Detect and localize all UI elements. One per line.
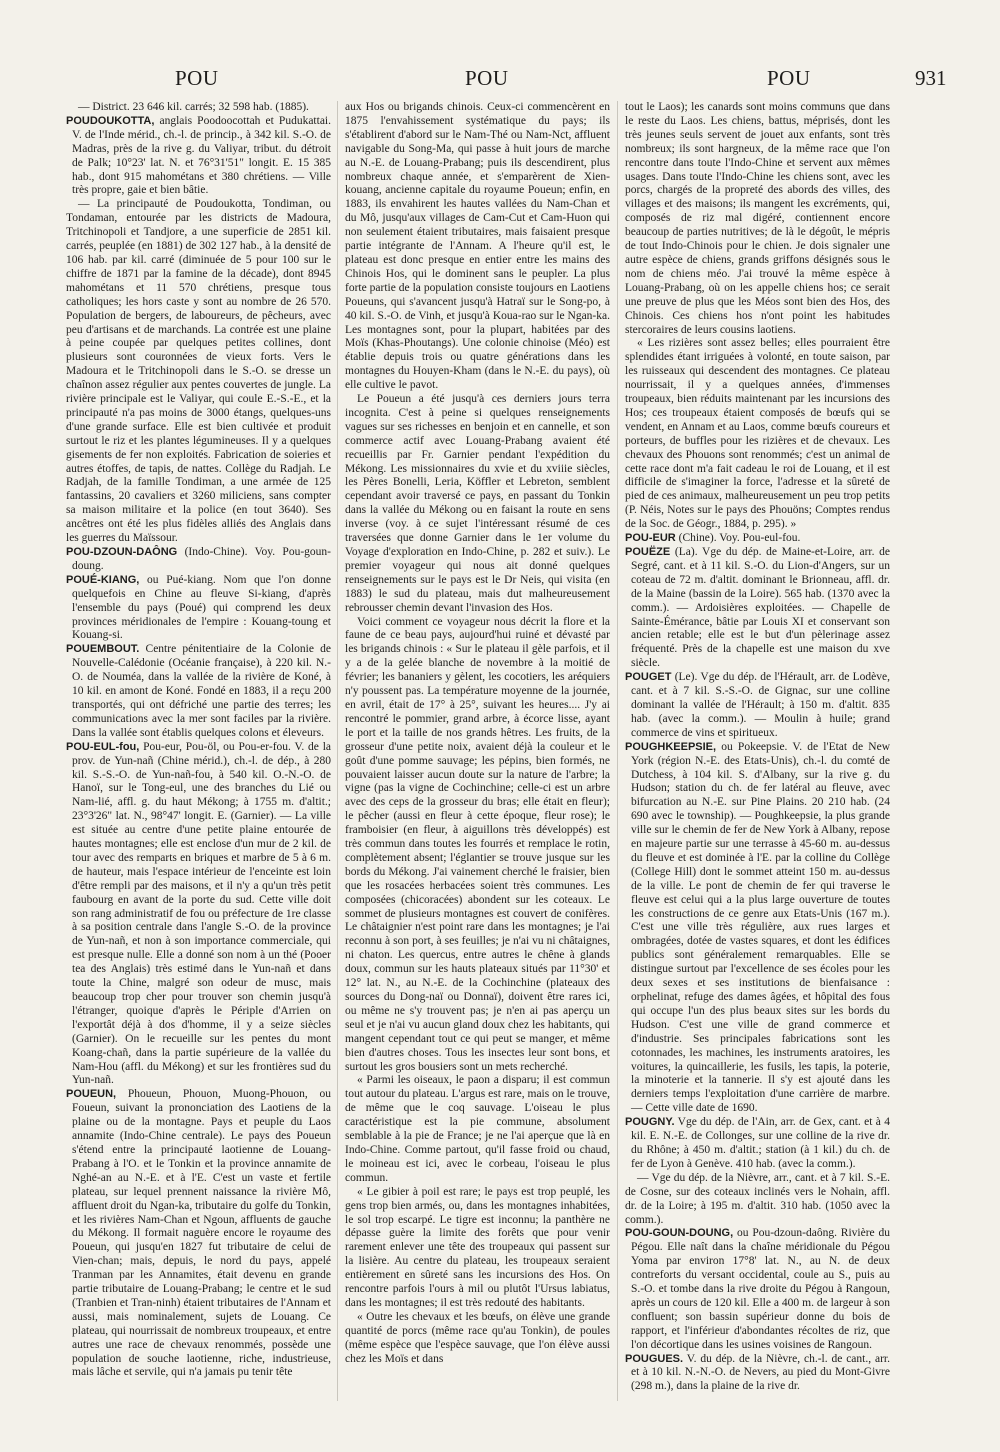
entry-text: Centre pénitentiaire de la Colonie de Nouvelle-Calédonie (Océanie française), à 220 kil. N.-O. de Nouméa, dans la vallée de la rivière de Koné, à 10 kil. en amont de Koné. Fondé en 1883, il a reçu 200 transportés, qui ont défriché une partie des terres; les communications avec la mer sont faciles par la rivière. Dans la vallée sont établis quelques colons et éleveurs. <box>72 643 331 739</box>
entry-text: (Le). Vge du dép. de l'Hérault, arr. de Lodève, cant. et à 7 kil. S.-S.-O. de Gignac, sur une colline dominant la vallée de l'Hérault; à 150 m. d'altit. 835 hab. (avec la comm.). — Moulin à huile; grand commerce de vins et spiritueux. <box>631 671 890 739</box>
entry-text: « Le gibier à poil est rare; le pays est trop peuplé, les gens trop bien armés, ou, dans les montagnes inhabitées, le sol trop escarpé. Le tigre est inconnu; la panthère ne dépasse guère la limite des forêts que pour venir rarement enlever une tête des troupeaux qui passent sur la lisière. Au centre du plateau, les troupeaux seraient entièrement en sûreté sans les incursions des Hos. On rencontre parfois l'ours à mil ou plutôt l'Ursus labiatus, dans les montagnes; il est très redouté des habitants. <box>345 1185 610 1309</box>
dictionary-entry <box>66 546 331 574</box>
dictionary-entry <box>625 532 890 546</box>
entry-text: ou Pou-dzoun-daông. Rivière du Pégou. Elle naît dans la chaîne méridionale du Pégou Yoma par environ 17°8' lat. N., au N. de deux contreforts du versant occidental, coule au S., puis au S.-O. et tombe dans la rive droite du Pégou à Rangoun, après un cours de 120 kil. Elle a 400 m. de largeur à son confluent; son bassin supérieur donne du bois de rapport, et l'inférieur d'abondantes récoltes de riz, que l'on décortique dans les usines voisines de Rangoun. <box>631 1227 890 1351</box>
entry-headword: POUEUN, <box>66 1088 117 1101</box>
dictionary-entry <box>66 741 331 1089</box>
paragraph <box>345 393 610 616</box>
dictionary-entry <box>625 1116 890 1172</box>
entry-headword: POUGUES. <box>625 1352 684 1365</box>
dictionary-entry <box>625 546 890 671</box>
entry-headword: POU-EUR <box>625 532 676 545</box>
dictionary-entry <box>66 643 331 740</box>
entry-headword: POU-DZOUN-DAÔNG <box>66 546 178 558</box>
paragraph <box>66 198 331 546</box>
text-column-3 <box>625 101 890 1401</box>
entry-text: (Chine). Voy. Pou-eul-fou. <box>675 532 801 545</box>
paragraph <box>625 101 890 337</box>
dictionary-entry <box>625 741 890 1116</box>
paragraph <box>345 1311 610 1367</box>
dictionary-entry <box>625 1227 890 1352</box>
dictionary-entry <box>625 671 890 741</box>
paragraph <box>345 1186 610 1311</box>
entry-text: aux Hos ou brigands chinois. Ceux-ci commencèrent en 1875 l'envahissement systématique du pays; ils s'établirent d'abord sur le Nam-Thé ou Nam-Nct, affluent navigable du Song-Ma, qui passe à huit jours de marche au N.-E. de Louang-Prabang; puis ils descendirent, plus nombreux chaque année, et s'emparèrent de Xien-kouang, ancienne capitale du royaume Poueun; enfin, en 1883, ils envahirent les hautes vallées du Nam-Chan et du Mô, jusqu'aux villages de Cam-Cut et Cam-Huon qui non seulement étaient tributaires, mais faisaient presque partie intégrante de l'Annam. A l'heure qu'il est, le plateau est donc presque en entier entre les mains des Chinois Hos, qui le dominent sans le peupler. La plus forte partie de la population consiste toujours en Laotiens Poueuns, qui s'avancent jusqu'à Hatraï sur le Song-po, à 40 kil. S.-O. de Vinh, et jusqu'à Koua-rao sur le Ngan-ka. Les montagnes sont, pour la plupart, habitées par des Moïs (Khas-Phoutangs). Une colonie chinoise (Méo) est établie depuis trois ou quatre générations dans les montagnes du Houyen-Kham (dans le N.-E. du pays), où elle cultive le pavot. <box>345 101 610 392</box>
paragraph <box>345 616 610 1075</box>
entry-text: ou Pué-kiang. Nom que l'on donne quelquefois en Chine au fleuve Si-kiang, d'après l'ensemble du pays (Poué) qui comprend les deux provinces méridionales de l'empire : Kouang-toung et Kouang-si. <box>72 573 331 642</box>
running-head-center: POU <box>465 66 509 90</box>
entry-headword: POUËZE <box>625 546 671 558</box>
entry-text: ou Pokeepsie. V. de l'Etat de New York (région N.-E. des Etats-Unis), ch.-l. du comté de Dutchess, à 104 kil. S. d'Albany, sur la rive g. du Hudson; station du ch. de fer latéral au fleuve, avec bifurcation au N.-E. sur Pine Plains. 20 210 hab. (24 690 avec le township). — Poughkeepsie, la plus grande ville sur le chemin de fer de New York à Albany, repose en majeure partie sur une terrasse à 45-60 m. au-dessus du fleuve et est dominée à l'E. par la colline du Collège (College Hill) dont le sommet atteint 150 m. au-dessus de la ville. Le pont de chemin de fer qui traverse le fleuve est celui qui a la plus large ouverture de toutes les constructions de ce genre aux Etats-Unis (167 m.). C'est une ville très régulière, aux rues larges et ombragées, dotée de vastes squares, et dont les édifices publics sont généralement remarquables. Elle se distingue surtout par l'excellence de ses écoles pour les deux sexes et ses institutions de bienfaisance : orphelinat, refuge des dames âgées, et hôpital des fous qui occupe l'un des plus beaux sites sur les bords du Hudson. C'est une ville de grand commerce et d'industrie. Ses principales fabrications sont les cotonnades, les machines, les instruments aratoires, les voitures, la quincaillerie, les fusils, les tapis, la poterie, la minoterie et la tannerie. Il s'y est ajouté dans les derniers temps l'exploitation d'une carrière de marbre. — Cette ville date de 1690. <box>631 740 890 1115</box>
dictionary-entry <box>66 115 331 198</box>
entry-text: — La principauté de Poudoukotta, Tondiman, ou Tondaman, entourée par les districts de Madoura, Tritchinopoli et Tandjore, a une superficie de 2851 kil. carrés, peuplée (en 1881) de 302 127 hab., à la densité de 106 hab. par kil. carré (diminuée de 5 pour 100 sur le chiffre de 1871 par la famine de la décade), dont 8945 mahométans et 11 570 chrétiens, presque tous catholiques; les hors caste y sont au nombre de 26 570. Population de bergers, de laboureurs, de pêcheurs, avec peu d'artisans et de marchands. La contrée est une plaine à peine coupée par quelques petites collines, dont plusieurs sont couronnées de vieux forts. Vers le Madoura et le Tritchinopoli dans le S.-O. se dresse un chaînon assez régulier aux pentes couvertes de jungle. La rivière principale est le Valiyar, qui coule E.-S.-E., et la principauté n'a pas moins de 3000 étangs, quelques-uns d'une grande surface. Elle est bien cultivée et produit surtout le riz et les plantes légumineuses. Il y a quelques gisements de fer non exploités. Fabrication de soieries et autres étoffes, de tapis, de nattes. Collège du Radjah. Le Radjah, de la famille Tondiman, a une armée de 125 fantassins, 20 cavaliers et 3260 miliciens, sans compter sa maison militaire et la police (en tout 3640). Ses ancêtres ont été les plus fidèles alliés des Anglais dans les guerres du Maïssour. <box>66 198 331 545</box>
entry-text: Voici comment ce voyageur nous décrit la flore et la faune de ce beau pays, aujourd'hui ruiné et dévasté par les brigands chinois : « Sur le plateau il gèle parfois, et il y a de la gelée blanche de novembre à la moitié de février; les bananiers y gèlent, les cocotiers, les aréquiers n'y poussent pas. La température moyenne de la journée, en avril, était de 17° à 25°, suivant les heures.... J'y ai rencontré le pommier, grand arbre, à écorce lisse, ayant le port et la taille de nos grands hêtres. Les fruits, de la grosseur d'une petite noix, avaient déjà la couleur et le goût d'une pomme sauvage; les pépins, bien formés, ne pouvaient laisser aucun doute sur la nature de l'arbre; la vigne (pas la vigne de Cochinchine; celle-ci est un arbre avec des ceps de la grosseur du bras; elle était en fleur); le pêcher (aussi en fleur à cette époque, fleur rose); le framboisier (en fleur, à aiguillons très développés) est très commun dans toutes les fourrés et remplace le rotin, complètement absent; l'églantier se trouve jusque sur les bords du Mékong. J'ai vainement cherché le fraisier, bien que les rosacées herbacées soient très communes. Les composées (chicoracées) abondent sur les coteaux. Le sommet de plusieurs montagnes est couvert de conifères. Le châtaignier n'est point rare dans les montagnes; je l'ai reconnu à son port, à ses feuilles; je n'ai vu ni châtaignes, ni chaton. Les quercus, entre autres le chêne à glands doux, commun sur les hauts plateaux situés par 11°30' et 12° lat. N., au N.-E. de la Cochinchine (plateaux des sources du Dong-naï ou Donnaï), doivent être rares ici, ou même ne s'y trouvent pas; je n'en ai pas aperçu un seul et je n'ai vu aucun gland doux chez les habitants, qui mangent cependant tout ce qui peut se manger, et même bien d'autres choses. Tous les insectes leur sont bons, et surtout les gros bousiers sont un mets recherché. <box>345 615 610 1073</box>
paragraph <box>345 101 610 393</box>
entry-text: « Parmi les oiseaux, le paon a disparu; il est commun tout autour du plateau. L'argus est rare, mais on le trouve, de même que le coq sauvage. L'oiseau le plus caractéristique est la pie commune, absolument semblable à la pie de France; je ne l'ai aperçue que là en Indo-Chine. Comme partout, qu'il fasse froid ou chaud, le moineau est ici, avec le corbeau, l'oiseau le plus commun. <box>345 1074 610 1184</box>
entry-headword: POU-GOUN-DOUNG, <box>625 1227 734 1240</box>
entry-text: Pou-eur, Pou-öl, ou Pou-er-fou. V. de la prov. de Yun-nañ (Chine mérid.), ch.-l. de dép., à 280 kil. S.-S.-O. de Yun-nañ-fou, à 540 kil. O.-N.-O. de Hanoï, sur le Tong-eul, une des branches du Lié ou Nam-lié, affl. g. du haut Mékong; à 1755 m. d'altit.; 23°3'26" lat. N., 98°47' longit. E. (Garnier). — La ville est située au centre d'une petite plaine entourée de hautes montagnes; elle est enclose d'un mur de 2 kil. de tour avec des remparts en briques et marbre de 5 à 6 m. de hauteur, mais l'espace intérieur de l'enceinte est loin d'être rempli par des maisons, et il n'y a qu'un très petit faubourg en avant de la porte du sud. Cette ville doit son rang administratif de fou ou préfecture de 1re classe à sa position centrale dans l'angle S.-O. de la province de Yun-nañ, et non à son importance commerciale, qui est presque nulle. Elle a donné son nom à un thé (Pooer tea des Anglais) très estimé dans le Yun-nañ et dans toute la Chine, malgré son odeur de musc, mais beaucoup trop cher pour trouver son chemin jusqu'à l'étranger, quoique d'après le Périple d'Arrien on l'exportât déjà à dos d'homme, il y a seize siècles (Garnier). On le recueille sur les pentes du mont Koang-chañ, dans la partie supérieure de la vallée du Nam-Hou (affl. du Mékong) et sur les frontières sud du Yun-nañ. <box>72 740 331 1087</box>
entry-text: (La). Vge du dép. de Maine-et-Loire, arr. de Segré, cant. et à 11 kil. S.-O. du Lion-d'Angers, sur un coteau de 72 m. d'altit. dominant le Brionneau, affl. dr. de la Maine (bassin de la Loire). 565 hab. (1370 avec la comm.). — Ardoisières exploitées. — Chapelle de Sainte-Émérance, bâtie par Louis XI et conservant son ancien retable; elle est le but d'un pèlerinage assez fréquenté. Près de la chapelle est une maison du xve siècle. <box>631 546 890 670</box>
page-number: 931 <box>915 66 947 90</box>
entry-headword: POUDOUKOTTA, <box>66 114 155 127</box>
entry-text: tout le Laos); les canards sont moins communs que dans le reste du Laos. Les chiens, battus, méprisés, dont les très jeunes seuls servent de jouet aux enfants, sont très nombreux; ils sont hargneux, de la même race que l'on rencontre dans toute l'Indo-Chine et servent aux mêmes usages. Dans toute l'Indo-Chine les chiens sont, avec les porcs, chargés de la propreté des abords des villes, des villages et des maisons; ils mangent les excréments, qui, composés de riz mal digéré, contiennent encore beaucoup de parties nutritives; de là le dégoût, le mépris de tout Indo-Chinois pour le chien. Je dois signaler une autre espèce de chiens, grands griffons désignés sous le nom de chiens méo. J'ai trouvé la même espèce à Louang-Prabang, où on les appelle chiens hos; ce serait une preuve de plus que les Méos sont bien des Hos, des Chinois. Ces chiens hos n'ont point les habitudes stercoraires de leurs cousins laotiens. <box>625 101 890 336</box>
text-column-1 <box>66 101 331 1401</box>
entry-text: anglais Poodoocottah et Pudukattai. V. de l'Inde mérid., ch.-l. de princip., à 342 kil. S.-O. de Madras, près de la rive g. du Valiyar, tribut. du détroit de Palk; 10°23' lat. N. et 76°31'51" longit. E. 15 385 hab., dont 915 mahométans et 380 chrétiens. — Ville très propre, gaie et bien bâtie. <box>72 114 331 197</box>
dictionary-entry <box>66 1088 331 1380</box>
entry-text: Le Poueun a été jusqu'à ces derniers jours terra incognita. C'est à peine si quelques renseignements vagues sur ses richesses en benjoin et en cannelle, et son commerce actif avec Louang-Prabang avaient été recueillis par Fr. Garnier pendant l'expédition du Mékong. Les missionnaires du xvie et du xviiie siècles, les Pères Bonelli, Leria, Köffler et Lebreton, semblent cependant avoir traversé ce pays, en passant du Tonkin dans la vallée du Mékong ou en faisant la route en sens inverse (voy. à ce sujet l'intéressant résumé de ces traversées que donne Garnier dans le 1er volume du Voyage d'exploration en Indo-Chine, p. 282 et suiv.). Le premier voyageur qui nous ait donné quelques renseignements sur le pays est le Dr Neis, qui visita (en 1883) le sud du plateau, mais dut malheureusement rebrousser chemin devant l'invasion des Hos. <box>345 393 610 614</box>
running-header <box>0 66 1000 96</box>
entry-headword: POUGNY. <box>625 1116 675 1129</box>
entry-headword: POU-EUL-fou, <box>66 740 140 753</box>
entry-headword: POUGHKEEPSIE, <box>625 740 717 753</box>
dictionary-entry <box>625 1353 890 1395</box>
entry-text: « Outre les chevaux et les bœufs, on élève une grande quantité de porcs (même race qu'au Tonkin), de poules (même espèce que l'espèce sauvage, que l'on élève aussi chez les Moïs et dans <box>345 1310 610 1365</box>
entry-text: V. du dép. de la Nièvre, ch.-l. de cant., arr. et à 10 kil. N.-N.-O. de Nevers, au pied du Mont-Givre (298 m.), dans la plaine de la rive dr. <box>631 1352 890 1393</box>
entry-text: Phoueun, Phouon, Muong-Phouon, ou Foueun, suivant la prononciation des Laotiens de la plaine ou de la montagne. Pays et peuple du Laos annamite (Indo-Chine centrale). Le pays des Poueun s'étend entre la principauté laotienne de Louang-Prabang à l'O. et le Tonkin et la province annamite de Nghé-an au N.-E. et à l'E. C'est un vaste et fertile plateau, sur lequel prennent naissance la rivière Mô, affluent droit du Ngan-ka, tributaire du golfe du Tonkin, et les rivières Nam-Chan et Ngoun, affluents de gauche du Mékong. Il formait naguère encore le royaume des Poueun, qui jusqu'en 1827 fut tributaire de celui de Vien-chan; mais, depuis, le nord du pays, appelé Tranman par les Annamites, était devenu en grande partie tributaire de Louang-Prabang; le centre et le sud (Tranbien et Tran-ninh) étaient tributaires de l'Annam et aussi, mais nominalement, sujets de Louang. Ce plateau, qui nourrissait de nombreux troupeaux, et entre autres une race de chevaux renommés, possède une population de souche laotienne, riche, industrieuse, mais lâche et servile, qui n'a jamais pu tenir tête <box>72 1088 331 1379</box>
running-head-left: POU <box>175 66 219 90</box>
column-rule <box>337 101 338 1401</box>
entry-text: « Les rizières sont assez belles; elles pourraient être splendides étant irriguées à volonté, en toute saison, par les ruisseaux qui descendent des montagnes. Ce plateau nourrissait, il y a quelques années, d'immenses troupeaux, bien réduits maintenant par les incursions des Hos; ces troupeaux étaient composés de bœufs qui se vendent, en Annam et au Laos, comme bœufs coureurs et porteurs, de buffles pour les rizières et de chevaux. Les chevaux des Phouons sont renommés; c'est un animal de cette race dont m'a fait cadeau le roi de Louang, et il est difficile de s'imaginer la force, l'adresse et la sûreté de pied de ces animaux, malheureusement un peu trop petits (P. Néis, Notes sur le pays des Phouöns; Comptes rendus de la Soc. de Géogr., 1884, p. 295). » <box>625 337 890 531</box>
paragraph <box>625 1172 890 1228</box>
paragraph <box>66 101 331 115</box>
entry-text: (Indo-Chine). Voy. Pou-goun-doung. <box>72 546 331 572</box>
text-column-2 <box>345 101 610 1401</box>
running-head-right: POU <box>767 66 811 90</box>
entry-headword: POUGET <box>625 671 672 684</box>
paragraph <box>345 1074 610 1185</box>
entry-text: — District. 23 646 kil. carrés; 32 598 hab. (1885). <box>78 101 309 113</box>
column-rule <box>617 101 618 1401</box>
entry-headword: POUÉ-KIANG, <box>66 573 140 586</box>
entry-text: — Vge du dép. de la Nièvre, arr., cant. et à 7 kil. S.-E. de Cosne, sur des coteaux inclinés vers le Nohain, affl. dr. de la Loire; à 195 m. d'altit. 310 hab. (1050 avec la comm.). <box>625 1171 890 1226</box>
dictionary-entry <box>66 574 331 644</box>
paragraph <box>625 337 890 532</box>
entry-headword: POUEMBOUT. <box>66 643 140 656</box>
entry-text: Vge du dép. de l'Ain, arr. de Gex, cant. et à 4 kil. E. N.-E. de Collonges, sur une colline de la rive dr. du Rhône; à 450 m. d'altit.; station (à 1 kil.) du ch. de fer de Lyon à Genève. 410 hab. (avec la comm.). <box>631 1116 890 1170</box>
